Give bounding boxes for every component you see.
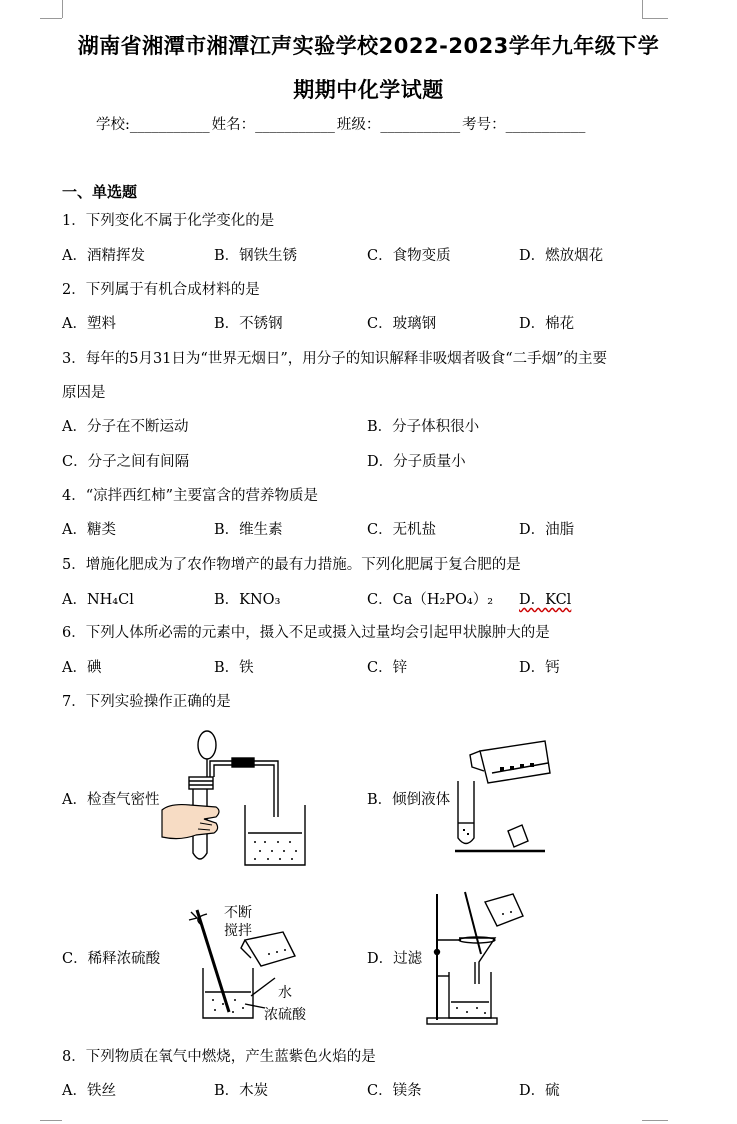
q6-option-a: A．碘 — [62, 660, 102, 676]
crop-mark — [642, 18, 668, 19]
section-heading: 一、单选题 — [62, 183, 138, 201]
q5-option-b: B．KNO₃ — [214, 592, 281, 608]
q7-option-a: A．检查气密性 — [62, 792, 160, 808]
question-3-stem-cont: 原因是 — [62, 385, 106, 401]
q8-option-a: A．铁丝 — [62, 1083, 116, 1099]
label-stir-2: 搅拌 — [224, 923, 252, 939]
q8-option-c: C．镁条 — [367, 1083, 422, 1099]
number-field: 考号：___________ — [462, 117, 586, 133]
question-1-stem: 1．下列变化不属于化学变化的是 — [62, 213, 275, 229]
q7-option-b: B．倾倒液体 — [367, 792, 451, 808]
name-field: 姓名：___________ — [211, 117, 335, 133]
crop-mark — [642, 0, 643, 18]
crop-mark — [40, 1120, 62, 1121]
student-info-row — [96, 113, 587, 134]
q5-option-c: C．Ca（H₂PO₄）₂ — [367, 592, 494, 608]
crop-mark — [40, 18, 62, 19]
pouring-liquid-image — [450, 733, 560, 853]
q2-option-c: C．玻璃钢 — [367, 316, 437, 332]
question-5-stem: 5．增施化肥成为了农作物增产的最有力措施。下列化肥属于复合肥的是 — [62, 557, 521, 573]
q4-option-b: B．维生素 — [214, 522, 283, 538]
q2-option-a: A．塑料 — [62, 316, 116, 332]
q8-option-b: B．木炭 — [214, 1083, 269, 1099]
q5-option-d — [519, 588, 571, 609]
filtration-apparatus-image — [425, 888, 530, 1028]
q3-option-b: B．分子体积很小 — [367, 419, 480, 435]
doc-title-line1: 湖南省湘潭市湘潭江声实验学校2022-2023学年九年级下学 — [77, 34, 660, 58]
question-7-stem: 7．下列实验操作正确的是 — [62, 694, 231, 710]
q6-option-b: B．铁 — [214, 660, 254, 676]
doc-title-line2: 期期中化学试题 — [293, 78, 444, 102]
q3-option-d: D．分子质量小 — [367, 454, 466, 470]
q5-option-a: A．NH₄Cl — [62, 592, 134, 608]
q3-option-a: A．分子在不断运动 — [62, 419, 189, 435]
q7-option-c: C．稀释浓硫酸 — [62, 951, 161, 967]
label-conc-acid: 浓硫酸 — [264, 1007, 306, 1023]
q4-option-d: D．油脂 — [519, 522, 575, 538]
q3-option-c: C．分子之间有间隔 — [62, 454, 190, 470]
crop-mark — [62, 0, 63, 18]
airtightness-apparatus-image — [160, 725, 310, 870]
q6-option-d: D．钙 — [519, 660, 560, 676]
label-stir-1: 不断 — [224, 905, 252, 921]
q1-option-c: C．食物变质 — [367, 248, 451, 264]
q1-option-a: A．酒精挥发 — [62, 248, 145, 264]
label-water: 水 — [278, 985, 292, 1001]
question-4-stem: 4．“凉拌西红柿”主要富含的营养物质是 — [62, 488, 319, 504]
question-2-stem: 2．下列属于有机合成材料的是 — [62, 282, 260, 298]
question-6-stem: 6．下列人体所必需的元素中，摄入不足或摄入过量均会引起甲状腺肿大的是 — [62, 625, 550, 641]
q8-option-d: D．硫 — [519, 1083, 560, 1099]
q2-option-d: D．棉花 — [519, 316, 575, 332]
q2-option-b: B．不锈钢 — [214, 316, 283, 332]
q4-option-a: A．糖类 — [62, 522, 116, 538]
q6-option-c: C．锌 — [367, 660, 408, 676]
q1-option-d: D．燃放烟花 — [519, 248, 604, 264]
school-field: 学校:___________ — [96, 117, 210, 133]
q1-option-b: B．钢铁生锈 — [214, 248, 298, 264]
q4-option-c: C．无机盐 — [367, 522, 437, 538]
q5-option-d-text: D．KCl — [519, 592, 572, 608]
question-3-stem: 3．每年的5月31日为“世界无烟日”，用分子的知识解释非吸烟者吸食“二手烟”的主要 — [62, 351, 608, 367]
q7-option-d: D．过滤 — [367, 951, 423, 967]
class-field: 班级：___________ — [336, 117, 461, 133]
question-8-stem: 8．下列物质在氧气中燃烧，产生蓝紫色火焰的是 — [62, 1049, 376, 1065]
crop-mark — [642, 1120, 668, 1121]
